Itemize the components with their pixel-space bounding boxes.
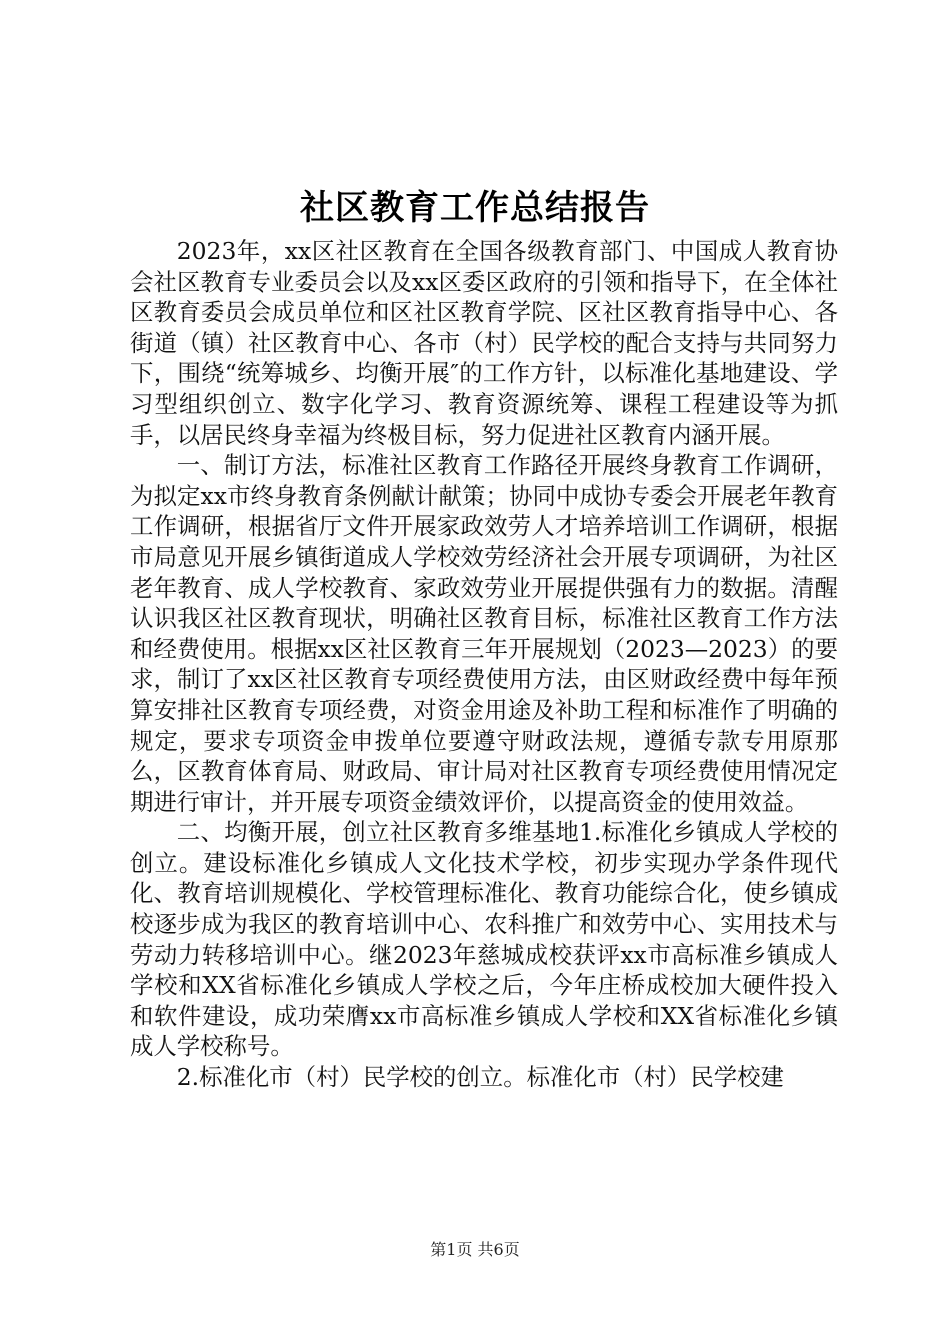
paragraph-section-2-item-2: 2.标准化市（村）民学校的创立。标准化市（村）民学校建 <box>176 1063 784 1092</box>
document-title: 社区教育工作总结报告 <box>300 188 650 228</box>
paragraph-section-2: 二、均衡开展，创立社区教育多维基地1.标准化乡镇成人学校的创立。建设标准化乡镇成人文化技术学校，初步实现办学条件现代化、教育培训规模化、学校管理标准化、教育功能综合化，使乡镇成校逐步成为我区的教育培训中心、农科推广和效劳中心、实用技术与劳动力转移培训中心。继2023年慈城成校获评xx市高标准乡镇成人学校和XX省标准化乡镇成人学校之后，今年庄桥成校加大硬件投入和软件建设，成功荣膺xx市高标准乡镇成人学校和XX省标准化乡镇成人学校称号。 <box>130 818 838 1061</box>
paragraph-intro: 2023年，xx区社区教育在全国各级教育部门、中国成人教育协会社区教育专业委员会以及xx区委区政府的引领和指导下，在全体社区教育委员会成员单位和区社区教育学院、区社区教育指导中心、各街道（镇）社区教育中心、各市（村）民学校的配合支持与共同努力下，围绕“统筹城乡、均衡开展″的工作方针，以标准化基地建设、学习型组织创立、数字化学习、教育资源统筹、课程工程建设等为抓手，以居民终身幸福为终极目标，努力促进社区教育内涵开展。 <box>130 237 838 449</box>
page-footer: 第1页 共6页 <box>430 1240 520 1259</box>
document-body <box>130 236 838 1093</box>
paragraph-section-1: 一、制订方法，标准社区教育工作路径开展终身教育工作调研，为拟定xx市终身教育条例献计献策；协同中成协专委会开展老年教育工作调研，根据省厅文件开展家政效劳人才培养培训工作调研，根据市局意见开展乡镇街道成人学校效劳经济社会开展专项调研，为社区老年教育、成人学校教育、家政效劳业开展提供强有力的数据。清醒认识我区社区教育现状，明确社区教育目标，标准社区教育工作方法和经费使用。根据xx区社区教育三年开展规划（2023—2023）的要求，制订了xx区社区教育专项经费使用方法，由区财政经费中每年预算安排社区教育专项经费，对资金用途及补助工程和标准作了明确的规定，要求专项资金申拨单位要遵守财政法规，遵循专款专用原那么，区教育体育局、财政局、审计局对社区教育专项经费使用情况定期进行审计，并开展专项资金绩效评价，以提高资金的使用效益。 <box>130 451 838 816</box>
